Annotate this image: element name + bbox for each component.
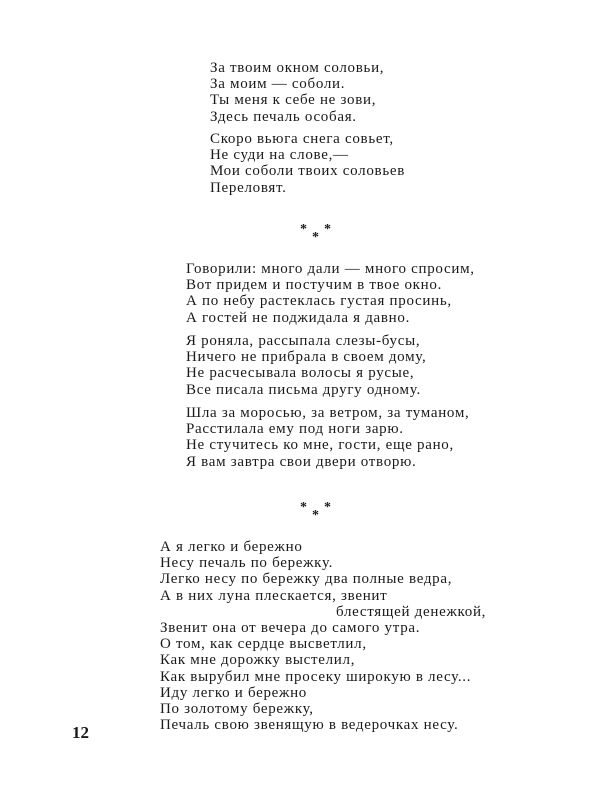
verse-line: Мои соболи твоих соловьев	[210, 163, 406, 180]
verse-line: Вот придем и постучим в твое окно.	[186, 277, 443, 294]
separator-star: *	[312, 230, 319, 245]
verse-line: Легко несу по бережку два полные ведра,	[160, 571, 453, 588]
separator-star: *	[300, 500, 307, 515]
verse-line: По золотому бережку,	[160, 700, 314, 717]
verse-line: Печаль свою звенящую в ведерочках несу.	[160, 717, 459, 734]
verse-line: Шла за моросью, за ветром, за туманом,	[186, 405, 470, 421]
poem1-stanza2	[210, 131, 405, 196]
verse-line: Все писала письма другу одному.	[186, 381, 421, 398]
verse-line: За моим — соболи.	[210, 76, 346, 93]
section-separator	[298, 500, 338, 523]
poem2-stanza1	[186, 261, 475, 326]
poem3	[160, 539, 486, 733]
page-number: 12	[72, 723, 89, 742]
verse-line: Как мне дорожку выстелил,	[160, 652, 356, 669]
verse-line: Здесь печаль особая.	[210, 108, 357, 125]
verse-line: Переловят.	[210, 179, 287, 196]
verse-line: Говорили: много дали — много спросим,	[186, 261, 475, 277]
separator-star: *	[324, 222, 331, 237]
verse-line: Ничего не прибрала в своем дому,	[186, 349, 427, 366]
verse-line: Я вам завтра свои двери отворю.	[186, 453, 417, 470]
separator-star: *	[312, 508, 319, 523]
verse-line: А по небу растеклась густая просинь,	[186, 293, 452, 310]
separator-star: *	[324, 500, 331, 515]
verse-line: А я легко и бережно	[160, 539, 303, 555]
verse-line: Скоро вьюга снега совьет,	[210, 131, 394, 147]
poem2-stanza2	[186, 333, 426, 398]
verse-line: Ты меня к себе не зови,	[210, 92, 377, 109]
verse-line: Как вырубил мне просеку широкую в лесу...	[160, 668, 472, 685]
verse-line: Несу печаль по бережку.	[160, 555, 334, 572]
verse-line: За твоим окном соловьи,	[210, 60, 385, 76]
verse-line: Не стучитесь ко мне, гости, еще рано,	[186, 437, 454, 454]
verse-line: Иду легко и бережно	[160, 684, 308, 701]
poem1-stanza1	[210, 60, 384, 125]
separator-star: *	[300, 222, 307, 237]
section-separator	[298, 222, 338, 245]
verse-line: Не расчесывала волосы я русые,	[186, 365, 415, 382]
verse-line-indented: блестящей денежкой,	[336, 603, 487, 620]
verse-line: О том, как сердце высветлил,	[160, 636, 367, 653]
verse-line: А в них луна плескается, звенит	[160, 587, 388, 604]
poem2-stanza3	[186, 405, 469, 470]
verse-line: А гостей не поджидала я давно.	[186, 309, 411, 326]
verse-line: Расстилала ему под ноги зарю.	[186, 421, 404, 438]
verse-line: Не суди на слове,—	[210, 147, 349, 164]
verse-line: Я роняла, рассыпала слезы-бусы,	[186, 333, 421, 349]
verse-line: Звенит она от вечера до самого утра.	[160, 619, 421, 636]
